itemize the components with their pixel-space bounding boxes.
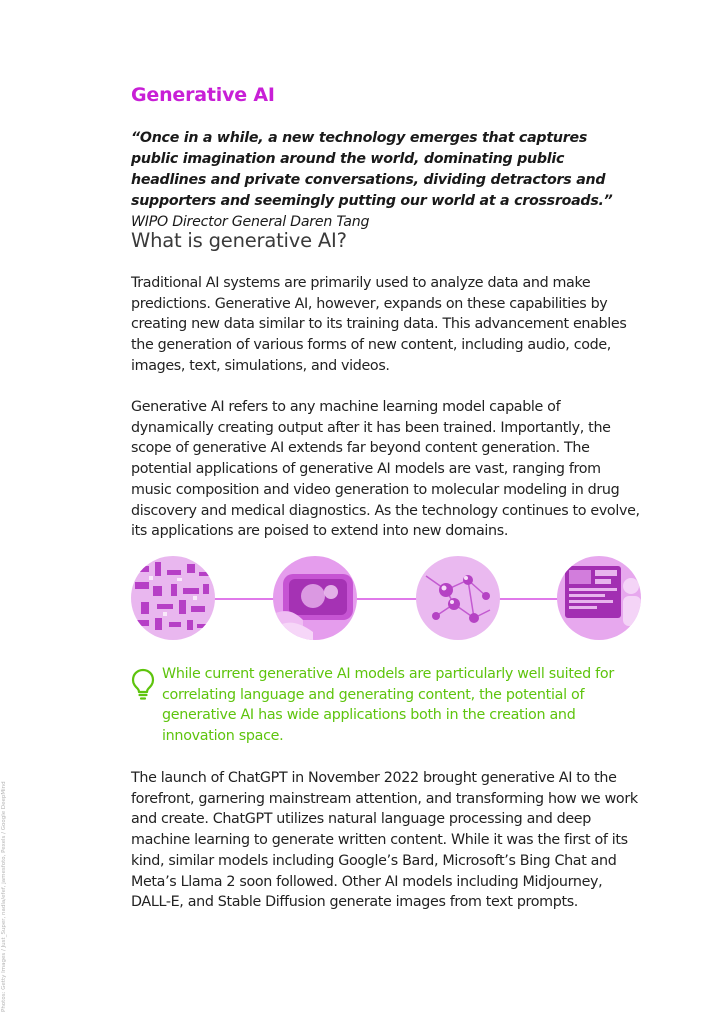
- photo-circle-code: [131, 556, 215, 640]
- wipo-quote: [131, 128, 636, 233]
- quote-attribution: WIPO Director General Daren Tang: [131, 214, 370, 230]
- photo-circle-hand-phone: [273, 556, 357, 640]
- heading-what-is-generative-ai: What is generative AI?: [131, 229, 347, 252]
- photo-credit: Photos: Getty Images / Just_Super, nadla/efef, jamesfoto, Pexels / Google DeepMind: [1, 781, 7, 1012]
- paragraph-generative-ai-definition: Generative AI refers to any machine learning model capable of dynamically creating output after it has been trained. Importantly, the scope of generative AI extends far beyond content generation. The potential applications of generative AI models are vast, ranging from music composition and video generation to molecular modeling in drug discovery and medical diagnostics. As the technology continues to evolve, its applications are poised to extend into new domains.: [131, 399, 640, 540]
- quote-text: “Once in a while, a new technology emerges that captures public imagination around the world, dominating public headlines and private conversations, dividing detractors and supporters and seemingly putting our world at a crossroads.”: [131, 130, 613, 209]
- paragraph-traditional-ai: Traditional AI systems are primarily used to analyze data and make predictions. Generative AI, however, expands on these capabilities by creating new data similar to its training data. This advancement enables the generation of various forms of new content, including audio, code, images, text, simulations, and videos.: [131, 275, 627, 374]
- photo-circle-molecules: [416, 556, 500, 640]
- section-title: Generative AI: [131, 84, 275, 106]
- photo-circle-dashboard: [557, 556, 641, 640]
- lightbulb-icon: [131, 668, 155, 700]
- paragraph-chatgpt-launch: The launch of ChatGPT in November 2022 brought generative AI to the forefront, garnering mainstream attention, and transforming how we work and create. ChatGPT utilizes natural language processing and deep machine learning to generate written content. While it was the first of its kind, similar models including Google’s Bard, Microsoft’s Bing Chat and Meta’s Llama 2 soon followed. Other AI models including Midjourney, DALL-E, and Stable Diffusion generate images from text prompts.: [131, 770, 638, 911]
- callout-text: While current generative AI models are particularly well suited for correlating language and generating content, the potential of generative AI has wide applications both in the creation and innovation space.: [162, 666, 614, 745]
- illustration-strip: [131, 556, 641, 640]
- connector-line: [151, 598, 621, 600]
